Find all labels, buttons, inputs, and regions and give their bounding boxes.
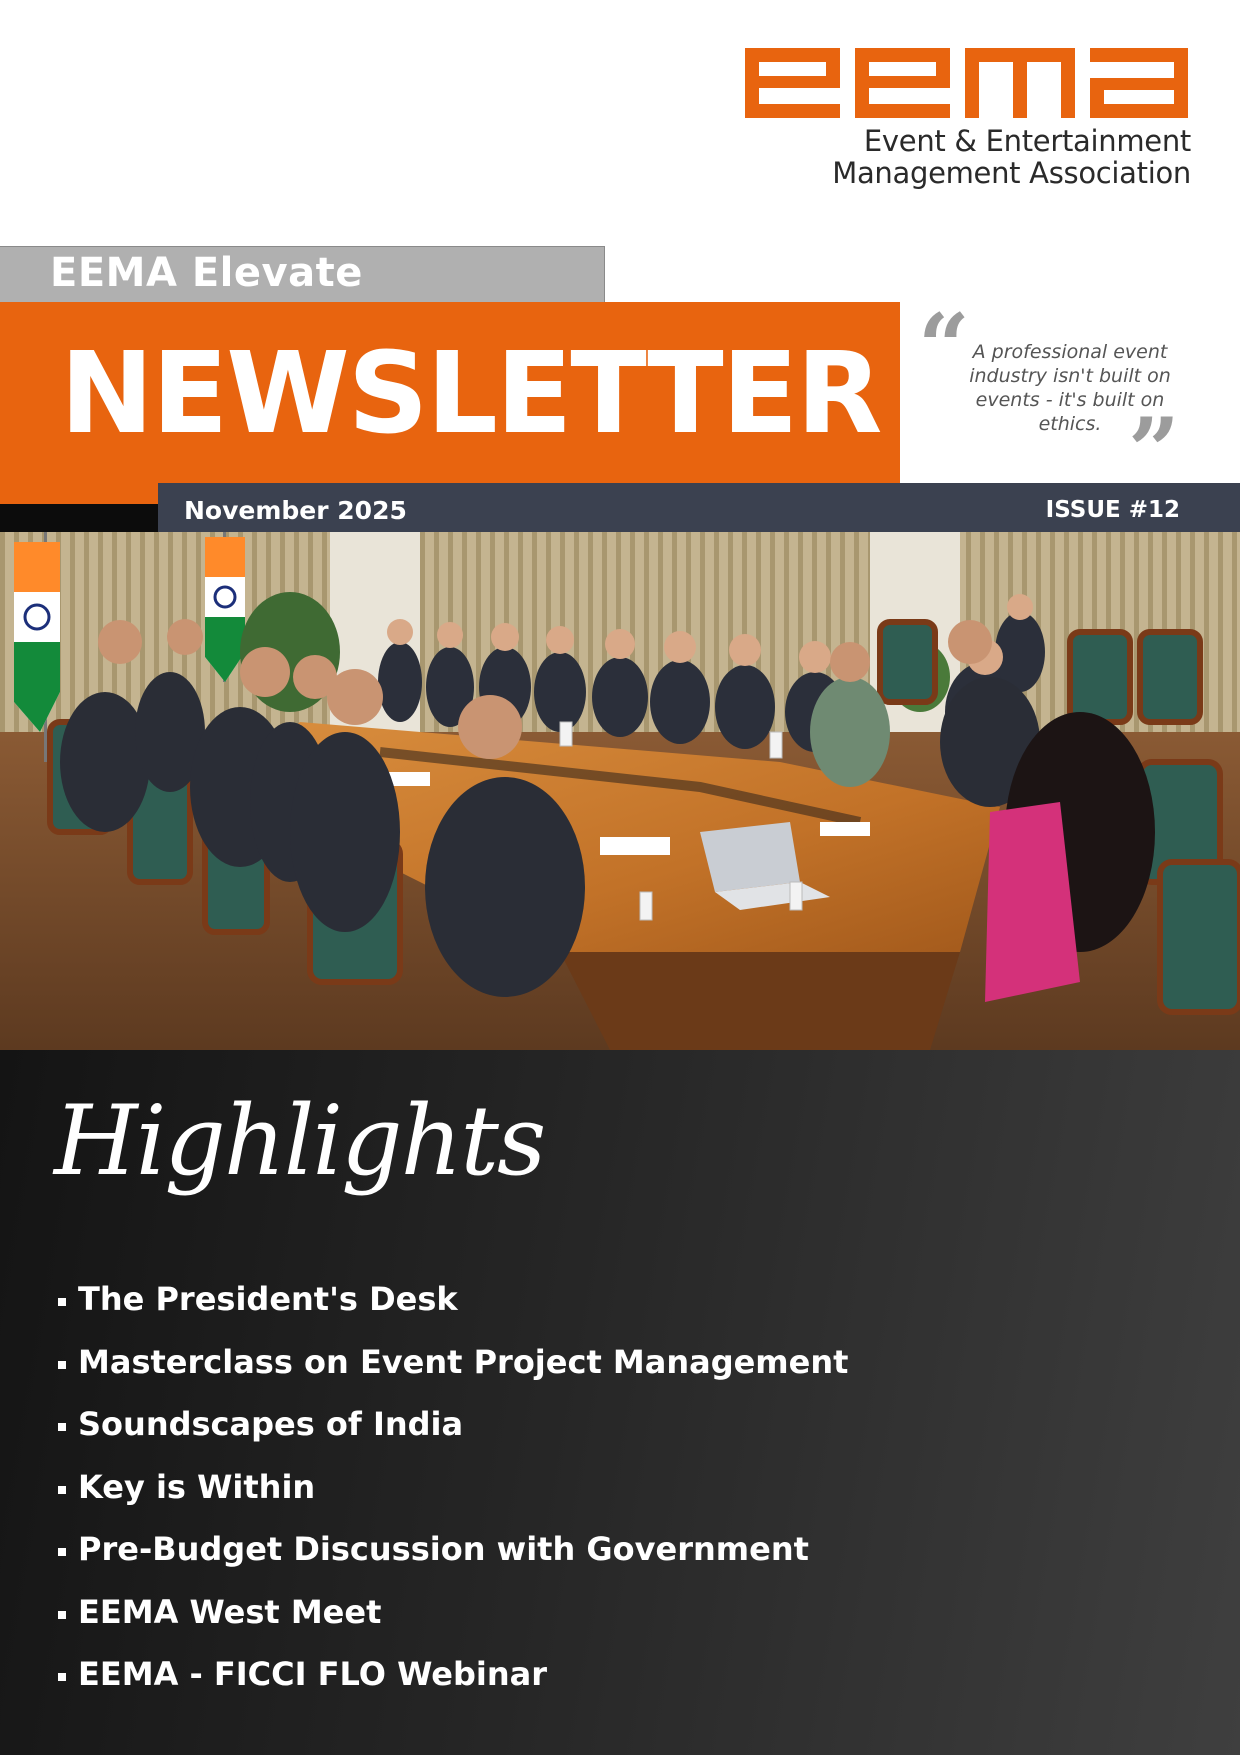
accent-block [0,504,160,532]
series-title: EEMA Elevate [50,250,363,296]
list-item [58,1530,848,1593]
meeting-photo [0,532,1240,1050]
bullet-icon [58,1611,66,1619]
bullet-icon [58,1673,66,1681]
list-item-text: EEMA West Meet [78,1592,382,1631]
list-item [58,1655,848,1718]
bullet-icon [58,1298,66,1306]
list-item [58,1468,848,1531]
bullet-icon [58,1423,66,1431]
close-quote-icon: ” [1128,398,1180,504]
highlights-list [58,1280,848,1718]
list-item-text: The President's Desk [78,1280,458,1318]
list-item-text: Key is Within [78,1467,316,1506]
list-item-text: EEMA - FICCI FLO Webinar [78,1655,548,1693]
list-item [58,1405,848,1468]
list-item [58,1593,848,1656]
pull-quote: A professional event industry isn't built on events - it's built on ethics. [969,341,1171,435]
highlights-heading: Highlights [54,1085,545,1197]
bullet-icon [58,1486,66,1494]
eema-wordmark-logo [745,48,1190,120]
list-item [58,1343,848,1406]
list-item-text: Masterclass on Event Project Management [78,1342,849,1381]
bullet-icon [58,1548,66,1556]
bullet-icon [58,1361,66,1369]
list-item-text: Pre-Budget Discussion with Government [78,1530,809,1568]
open-quote-icon: “ [918,294,970,400]
logo-name-line1: Event & Entertainment [863,124,1191,158]
list-item [58,1280,848,1343]
issue-date: November 2025 [184,496,407,525]
eema-logo [745,48,1195,198]
issue-number: ISSUE #12 [1045,497,1180,523]
newsletter-title: NEWSLETTER [60,329,881,459]
list-item-text: Soundscapes of India [78,1405,464,1443]
logo-name-line2: Management Association [832,156,1191,190]
